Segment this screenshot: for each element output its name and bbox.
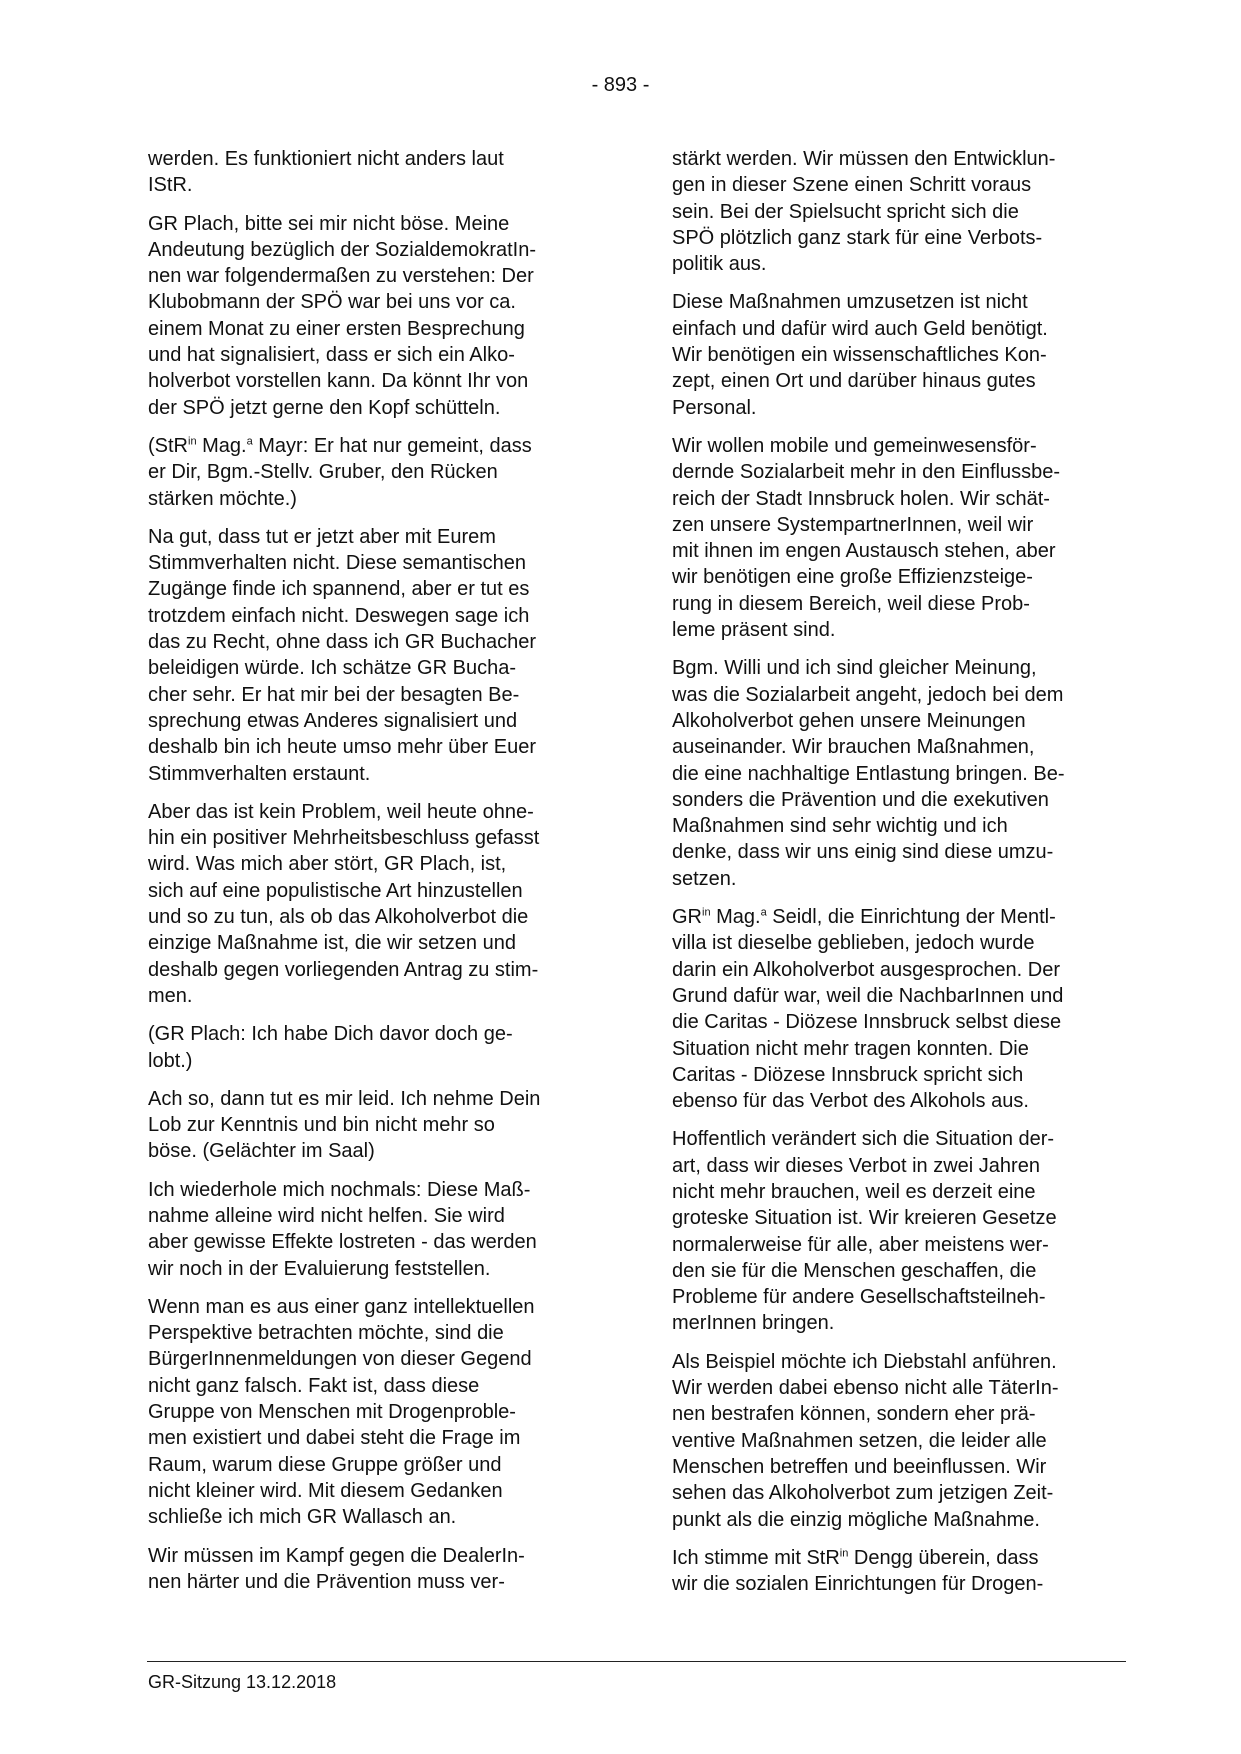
text: Dengg überein, dass wir die sozialen Einrichtungen für Drogen- — [672, 1546, 1044, 1596]
paragraph — [148, 211, 598, 421]
interjection — [148, 433, 598, 512]
superscript: a — [760, 906, 767, 919]
text: (GR Plach: Ich habe Dich davor doch ge- lobt.) — [148, 1023, 513, 1072]
left-column — [148, 146, 598, 1607]
text: Ich wiederhole mich nochmals: Diese Maß- nahme alleine wird nicht helfen. Sie wird aber gewisse Effekte lostreten - das werden wir noch in der Evaluierung feststellen. — [148, 1178, 537, 1280]
text: Als Beispiel möchte ich Diebstahl anführen. Wir werden dabei ebenso nicht alle TäterIn- nen bestrafen können, sondern eher prä- ventive Maßnahmen setzen, die leider alle Menschen betreffen und beeinflussen. Wir sehen das Alkoholverbot zum jetzigen Zeit- punkt als die einzig mögliche Maßnahme. — [672, 1350, 1059, 1531]
paragraph — [672, 1545, 1122, 1598]
text: Ach so, dann tut es mir leid. Ich nehme Dein Lob zur Kenntnis und bin nicht mehr so böse. (Gelächter im Saal) — [148, 1087, 541, 1163]
text: Diese Maßnahmen umzusetzen ist nicht einfach und dafür wird auch Geld benötigt. Wir benötigen ein wissenschaftliches Kon- zept, einen Ort und darüber hinaus gutes Personal. — [672, 291, 1048, 419]
paragraph — [672, 433, 1122, 643]
text: Mayr: Er hat nur gemeint, dass er Dir, Bgm.-Stellv. Gruber, den Rücken stärken möchte.) — [148, 434, 532, 510]
footer-label: GR-Sitzung 13.12.2018 — [148, 1672, 337, 1692]
superscript: in — [702, 906, 711, 919]
interjection — [148, 1021, 598, 1074]
paragraph — [672, 289, 1122, 420]
paragraph — [672, 904, 1122, 1114]
text: Wir wollen mobile und gemeinwesensför- dernde Sozialarbeit mehr in den Einflussbe- reich der Stadt Innsbruck holen. Wir schät- zen unsere SystempartnerInnen, weil wir mit ihnen im engen Austausch stehen, aber wir benötigen eine große Effizienzsteige- rung in diesem Bereich, weil diese Prob- leme präsent sind. — [672, 434, 1060, 642]
paragraph — [148, 1543, 598, 1596]
superscript: in — [188, 435, 197, 448]
footer-divider — [147, 1661, 1126, 1662]
paragraph — [148, 1294, 598, 1531]
text: Wenn man es aus einer ganz intellektuellen Perspektive betrachten möchte, sind die BürgerInnenmeldungen von dieser Gegend nicht ganz falsch. Fakt ist, dass diese Gruppe von Menschen mit Drogenproble- men existiert und dabei steht die Frage im Raum, warum diese Gruppe größer und nicht kleiner wird. Mit diesem Gedanken schließe ich mich GR Wallasch an. — [148, 1295, 535, 1529]
text: Hoffentlich verändert sich die Situation der- art, dass wir dieses Verbot in zwei Jahren nicht mehr brauchen, weil es derzeit eine groteske Situation ist. Wir kreieren Gesetze normalerweise für alle, aber meistens wer- den sie für die Menschen geschaffen, die Probleme für andere Gesellschaftsteilneh- merInnen bringen. — [672, 1128, 1057, 1335]
text: Wir müssen im Kampf gegen die DealerIn- nen härter und die Prävention muss ver- — [148, 1544, 525, 1593]
paragraph — [672, 1126, 1122, 1336]
paragraph — [672, 1349, 1122, 1533]
superscript: in — [839, 1547, 849, 1560]
text: Mag. — [710, 906, 761, 929]
paragraph — [148, 1177, 598, 1282]
text: werden. Es funktioniert nicht anders laut IStR. — [148, 148, 504, 197]
text: Bgm. Willi und ich sind gleicher Meinung, was die Sozialarbeit angeht, jedoch bei dem Alkoholverbot gehen unsere Meinungen auseinander. Wir brauchen Maßnahmen, die eine nachhaltige Entlastung bringen. Be- sonders die Prävention und die exekutiven Maßnahmen sind sehr wichtig und ich denke, dass wir uns einig sind diese umzu- setzen. — [672, 657, 1065, 890]
paragraph — [672, 655, 1122, 892]
paragraph — [672, 146, 1122, 277]
page-number: - 893 - — [591, 74, 650, 96]
paragraph — [148, 799, 598, 1009]
paragraph — [148, 146, 598, 199]
text: Mag. — [196, 434, 247, 457]
text: Ich stimme mit StR — [672, 1546, 840, 1569]
text: Aber das ist kein Problem, weil heute ohne- hin ein positiver Mehrheitsbeschluss gefasst wird. Was mich aber stört, GR Plach, ist, sich auf eine populistische Art hinzustellen und so zu tun, als ob das Alkoholverbot die einzige Maßnahme ist, die wir setzen und deshalb gegen vorliegenden Antrag zu stim- men. — [148, 800, 540, 1007]
text: Na gut, dass tut er jetzt aber mit Eurem Stimmverhalten nicht. Diese semantischen Zugänge finde ich spannend, aber er tut es trotzdem einfach nicht. Deswegen sage ich das zu Recht, ohne dass ich GR Buchacher beleidigen würde. Ich schätze GR Bucha- cher sehr. Er hat mir bei der besagten Be- sprechung etwas Anderes signalisiert und deshalb bin ich heute umso mehr über Euer Stimmverhalten erstaunt. — [148, 525, 537, 785]
text: GR Plach, bitte sei mir nicht böse. Meine Andeutung bezüglich der SozialdemokratIn- nen war folgendermaßen zu verstehen: Der Klubobmann der SPÖ war bei uns vor ca. einem Monat zu einer ersten Besprechung und hat signalisiert, dass er sich ein Alko- holverbot vorstellen kann. Da könnt Ihr von der SPÖ jetzt gerne den Kopf schütteln. — [148, 212, 537, 419]
text: GR — [672, 906, 702, 929]
paragraph — [148, 1086, 598, 1165]
paragraph — [148, 524, 598, 787]
text: stärkt werden. Wir müssen den Entwicklun- gen in dieser Szene einen Schritt voraus sein. Bei der Spielsucht spricht sich die SPÖ plötzlich ganz stark für eine Verbots- politik aus. — [672, 148, 1056, 276]
text: Seidl, die Einrichtung der Mentl- villa ist dieselbe geblieben, jedoch wurde darin ein Alkoholverbot ausgesprochen. Der Grund dafür war, weil die NachbarInnen und die Caritas - Diözese Innsbruck selbst diese Situation nicht mehr tragen konnten. Die Caritas - Diözese Innsbruck spricht sich ebenso für das Verbot des Alkohols aus. — [672, 906, 1064, 1113]
right-column — [672, 146, 1122, 1609]
text: (StR — [148, 434, 188, 457]
superscript: a — [246, 435, 253, 448]
